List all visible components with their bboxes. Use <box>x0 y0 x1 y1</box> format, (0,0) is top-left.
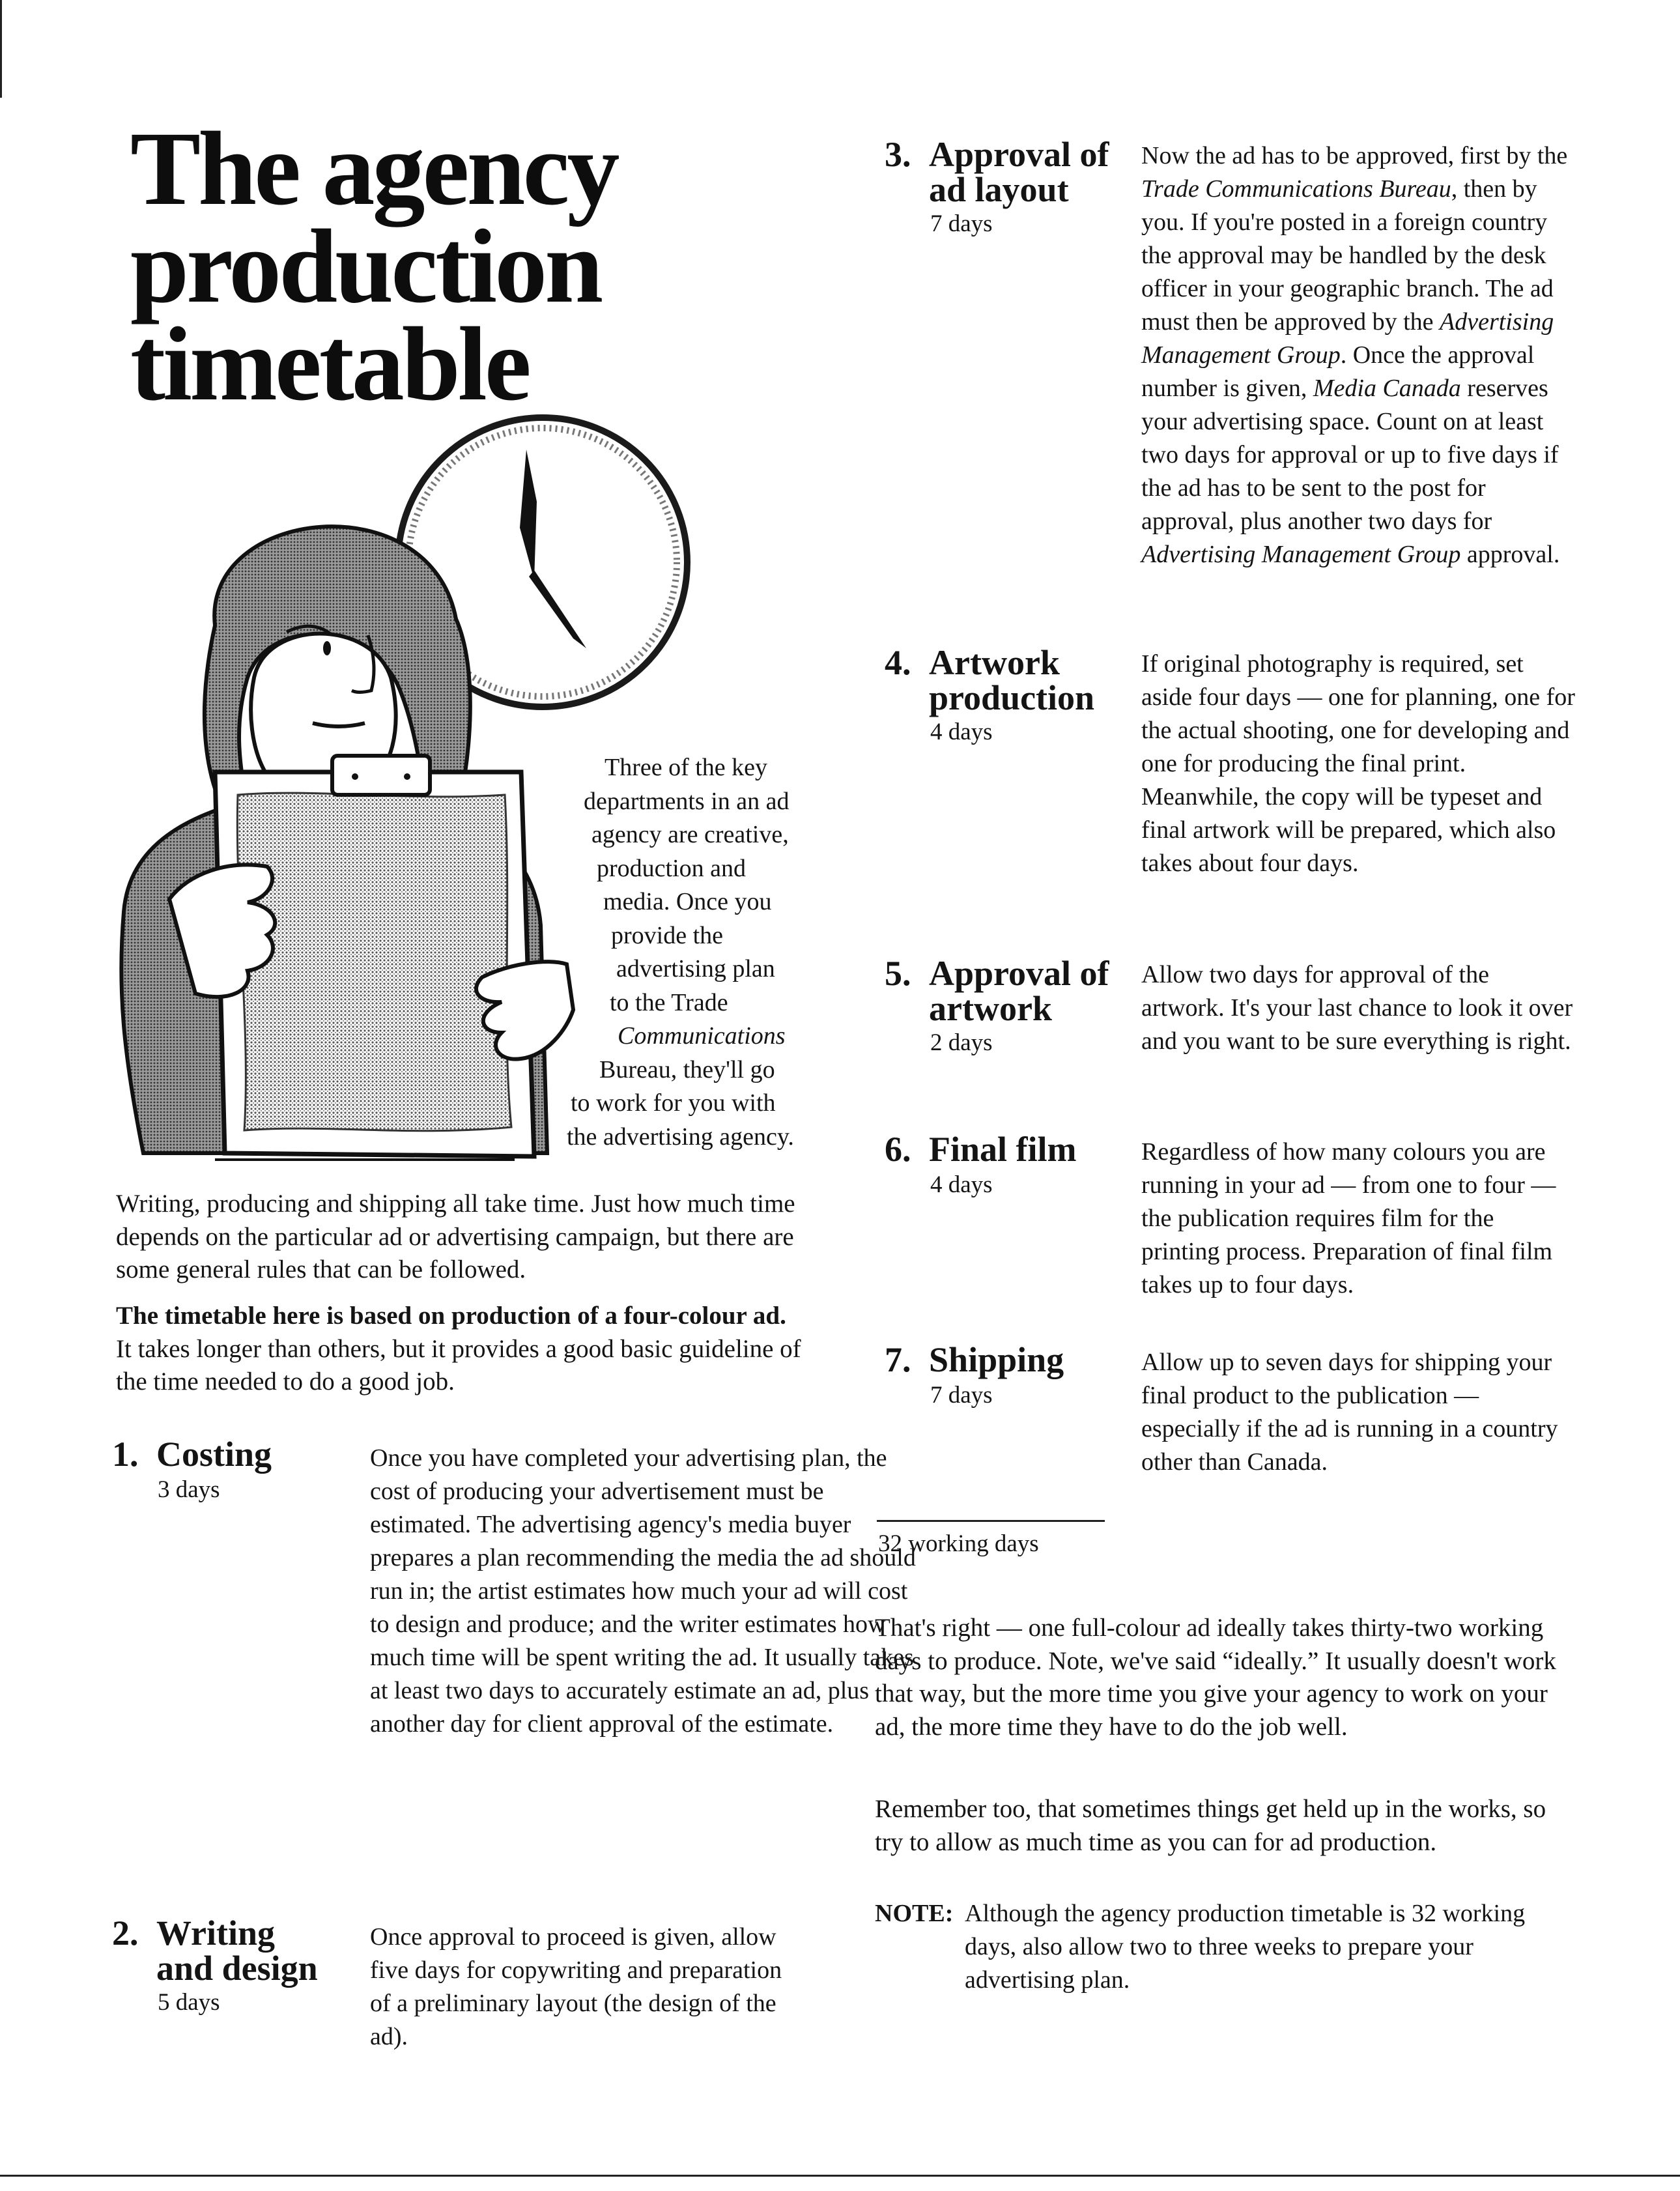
step-number: 7. <box>885 1340 911 1379</box>
caption-line: Communications <box>618 1022 786 1050</box>
desc-italic: Trade Communications Bureau <box>1141 175 1451 203</box>
desc-italic: Media Canada <box>1313 375 1461 402</box>
intro-paragraph: Writing, producing and shipping all take time. Just how much time depends on the particular ad or advertising campaign, but there are some general rules that can be followed. <box>116 1190 795 1283</box>
desc-part: Now the ad has to be approved, first by the <box>1141 142 1568 169</box>
step-number: 6. <box>885 1130 911 1169</box>
closing-paragraph: That's right — one full-colour ad ideally takes thirty-two working days to produce. Note, we've said “ideally.” It usually doesn't work that way, but the more time you give your agency to work on your ad, the more time they have to do the job well. <box>875 1614 1556 1741</box>
step-days: 2 days <box>930 1029 993 1056</box>
step-days: 4 days <box>930 1171 993 1198</box>
step-title: Final film <box>929 1130 1077 1169</box>
step-description: Regardless of how many colours you are running in your ad — from one to four — the publication requires film for the printing process. Preparation of final film takes up to four days. <box>1141 1138 1556 1298</box>
intro-rest: It takes longer than others, but it provides a good basic guideline of the time needed to do a good job. <box>116 1334 801 1396</box>
note-label: NOTE: <box>875 1900 954 1927</box>
title-line-2: production <box>130 208 601 325</box>
caption-line: advertising plan <box>616 955 775 982</box>
step-title: Artwork <box>929 643 1060 682</box>
caption-line: Bureau, they'll go <box>599 1055 775 1083</box>
caption-line: to the Trade <box>610 988 728 1016</box>
step-days: 5 days <box>158 1989 220 2016</box>
step-days: 7 days <box>930 210 993 237</box>
caption-line: provide the <box>611 921 724 949</box>
step-title: Approval of <box>929 954 1109 993</box>
caption-line: agency are creative, <box>591 821 789 848</box>
illustration-caption <box>560 751 821 1154</box>
step-title: and design <box>156 1949 318 1988</box>
desc-part: approval. <box>1460 541 1560 568</box>
title-line-1: The agency <box>130 111 618 227</box>
title-line-3: timetable <box>130 306 529 423</box>
step-description: Allow two days for approval of the artwork. It's your last chance to look it over and you want to be sure everything is right. <box>1141 961 1573 1055</box>
step-title: Costing <box>156 1435 272 1474</box>
step-number: 5. <box>885 954 911 993</box>
total-working-days: 32 working days <box>878 1530 1039 1557</box>
caption-line: departments in an ad <box>584 787 790 815</box>
step-number: 2. <box>112 1913 139 1953</box>
total-rule <box>877 1520 1105 1522</box>
step-title: Writing <box>156 1913 276 1953</box>
scan-edge-left <box>0 0 2 98</box>
step-title: Approval of <box>929 135 1109 174</box>
desc-italic: Advertising Management Group <box>1141 308 1554 369</box>
step-title: artwork <box>929 989 1052 1028</box>
step-description <box>1141 139 1578 571</box>
closing-paragraph: Remember too, that sometimes things get held up in the works, so try to allow as much time as you can for ad production. <box>875 1795 1546 1856</box>
desc-part: reserves your advertising space. Count on at least two days for approval or up to five days if the ad has to be sent to the post for approval, plus another two days for <box>1141 375 1559 535</box>
step-title: ad layout <box>929 170 1069 209</box>
caption-line: media. Once you <box>603 888 772 915</box>
desc-italic: Advertising Management Group <box>1141 541 1461 568</box>
intro-lead: The timetable here is based on production of a four-colour ad. <box>116 1302 786 1330</box>
caption-line: Three of the key <box>605 754 768 781</box>
step-title: Shipping <box>929 1340 1064 1379</box>
step-days: 4 days <box>930 719 993 745</box>
caption-line: the advertising agency. <box>567 1123 794 1151</box>
note-text: Although the agency production timetable is 32 working days, also allow two to three weeks to prepare your advertising plan. <box>965 1900 1526 1994</box>
step-days: 7 days <box>930 1382 993 1409</box>
step-number: 1. <box>112 1435 139 1474</box>
desc-part: . Once the approval number is given, <box>1141 341 1535 402</box>
caption-line: to work for you with <box>571 1089 776 1117</box>
step-number: 3. <box>885 135 911 174</box>
step-description: Once approval to proceed is given, allow five days for copywriting and preparation of a preliminary layout (the design of the ad). <box>370 1923 782 2050</box>
scan-edge-bottom <box>0 2175 1680 2177</box>
step-description: If original photography is required, set aside four days — one for planning, one for the actual shooting, one for developing and one for producing the final print. Meanwhile, the copy will be typeset and final artwork will be prepared, which also takes about four days. <box>1141 650 1575 877</box>
step-description: Allow up to seven days for shipping your final product to the publication — especially if the ad is running in a country other than Canada. <box>1141 1349 1558 1476</box>
step-number: 4. <box>885 643 911 682</box>
caption-line: production and <box>597 854 747 882</box>
step-title: production <box>929 678 1095 717</box>
step-description: Once you have completed your advertising plan, the cost of producing your advertisement must be estimated. The advertising agency's media buyer prepares a plan recommending the media the ad should run in; the artist estimates how much your ad will cost to design and produce; and the writer estimates how much time will be spent writing the ad. It usually takes at least two days to accurately estimate an ad, plus another day for client approval of the estimate. <box>370 1444 916 1738</box>
step-days: 3 days <box>158 1476 220 1503</box>
intro-paragraph-bold <box>116 1300 806 1399</box>
page-title <box>130 111 651 423</box>
desc-part: , then by you. If you're posted in a foreign country the approval may be handled by the desk officer in your geographic branch. The ad must then be approved by the <box>1141 175 1554 336</box>
